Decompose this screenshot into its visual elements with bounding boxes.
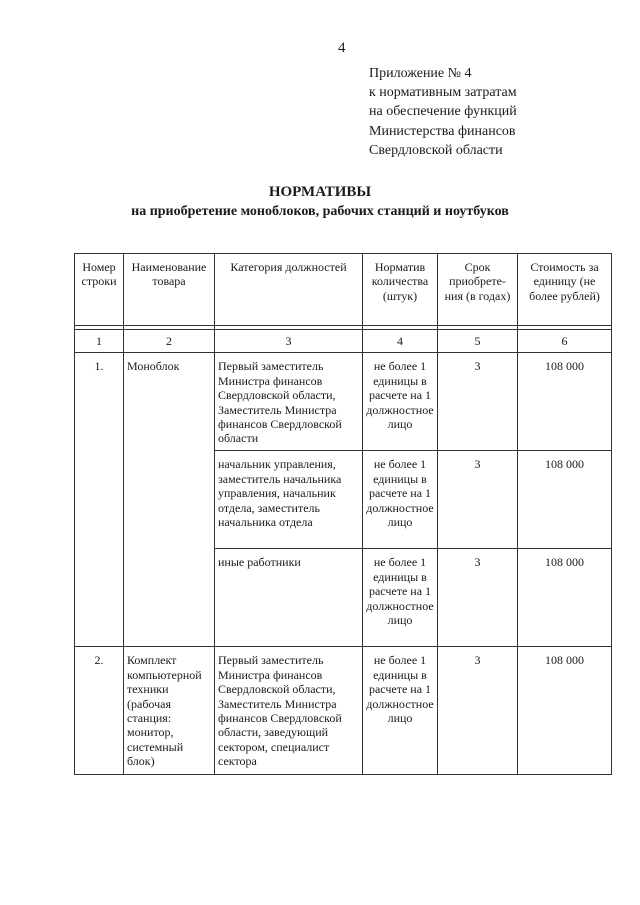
header-cell: Категория должностей [215, 254, 363, 326]
document-subtitle: на приобретение моноблоков, рабочих станций и ноутбуков [131, 204, 509, 219]
unit-price: 108 000 [518, 647, 612, 775]
header-cell: Наименование товара [124, 254, 215, 326]
header-cell: Стоимость за единицу (не более рублей) [518, 254, 612, 326]
appendix-line: на обеспечение функций [369, 104, 517, 120]
document-title: НОРМАТИВЫ [268, 184, 372, 200]
row-number: 1. [75, 353, 124, 647]
acquisition-term: 3 [438, 549, 518, 647]
appendix-line: Свердловской области [369, 142, 503, 158]
column-number: 5 [438, 330, 518, 353]
appendix-line: Приложение № 4 [369, 66, 472, 81]
column-number-row [75, 330, 612, 353]
table-row [75, 647, 612, 775]
column-number: 4 [363, 330, 438, 353]
table-header-row [75, 254, 612, 326]
position-category: начальник управления, заместитель начальника управления, начальник отдела, заместитель начальника отдела [215, 451, 363, 549]
column-number: 3 [215, 330, 363, 353]
quantity-norm: не более 1 единицы в расчете на 1 должностное лицо [363, 451, 438, 549]
product-name: Комплект компьютерной техники (рабочая станция: монитор, системный блок) [124, 647, 215, 775]
acquisition-term: 3 [438, 647, 518, 775]
unit-price: 108 000 [518, 451, 612, 549]
row-number: 2. [75, 647, 124, 775]
position-category: Первый заместитель Министра финансов Свердловской области, Заместитель Министра финансов Свердловской области [215, 353, 363, 451]
column-number: 1 [75, 330, 124, 353]
appendix-block [369, 64, 517, 160]
quantity-norm: не более 1 единицы в расчете на 1 должностное лицо [363, 647, 438, 775]
quantity-norm: не более 1 единицы в расчете на 1 должностное лицо [363, 353, 438, 451]
unit-price: 108 000 [518, 353, 612, 451]
column-number: 6 [518, 330, 612, 353]
table-row [75, 353, 612, 451]
norms-table [74, 253, 612, 775]
appendix-line: к нормативным затратам [369, 85, 517, 101]
quantity-norm: не более 1 единицы в расчете на 1 должностное лицо [363, 549, 438, 647]
header-cell: Срок приобрете- ния (в годах) [438, 254, 518, 326]
acquisition-term: 3 [438, 451, 518, 549]
product-name: Моноблок [124, 353, 215, 647]
unit-price: 108 000 [518, 549, 612, 647]
header-cell: Норматив количества (штук) [363, 254, 438, 326]
acquisition-term: 3 [438, 353, 518, 451]
position-category: Первый заместитель Министра финансов Свердловской области, Заместитель Министра финансов Свердловской области, заведующий сектором, специалист сектора [215, 647, 363, 775]
header-cell: Номер строки [75, 254, 124, 326]
position-category: иные работники [215, 549, 363, 647]
appendix-line: Министерства финансов [369, 123, 516, 139]
page-number: 4 [338, 40, 346, 56]
column-number: 2 [124, 330, 215, 353]
